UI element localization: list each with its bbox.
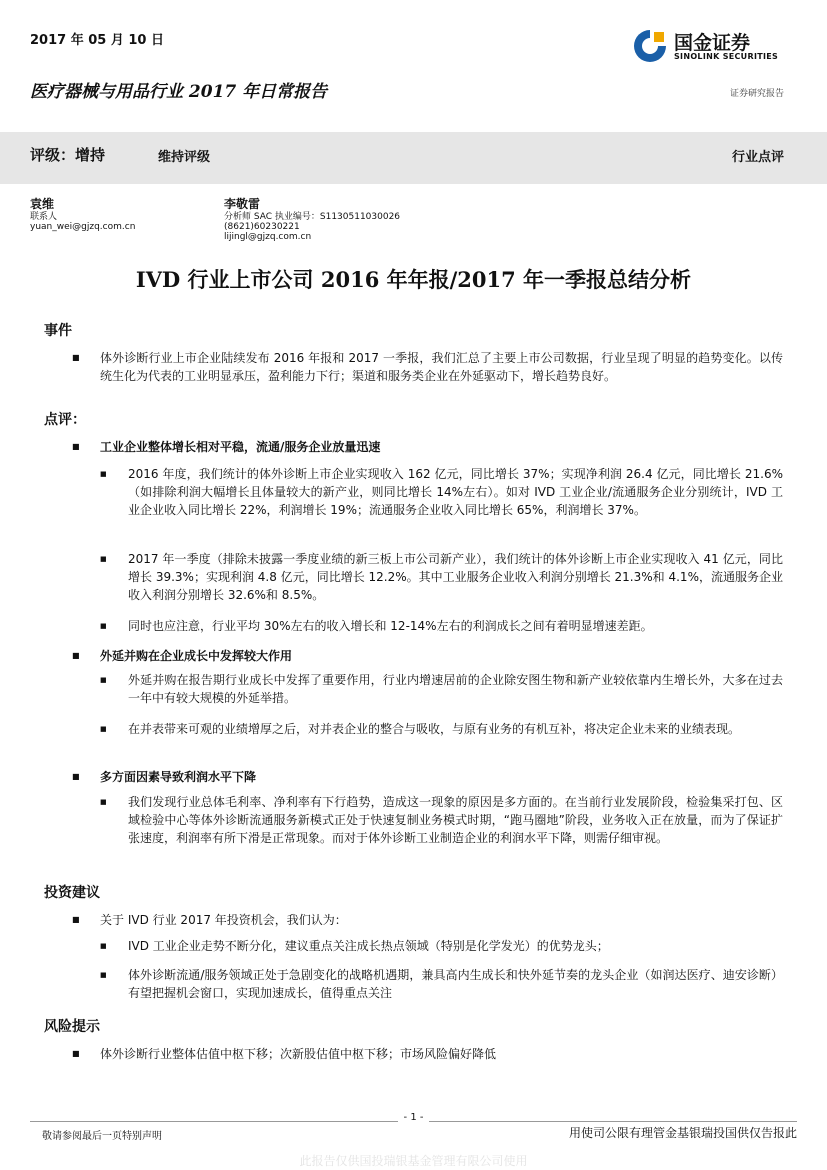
comment-item: ■ 外延并购在报告期行业成长中发挥了重要作用，行业内增速居前的企业除安图生物和新产业较依靠内生增长外，大多在过去一年中有较大规模的外延举措。 bbox=[128, 671, 783, 707]
risk-bullet: ■ 体外诊断行业整体估值中枢下移；次新股估值中枢下移；市场风险偏好降低 bbox=[100, 1045, 783, 1063]
analyst-role: 联系人 bbox=[30, 212, 58, 222]
section-heading-comment: 点评： bbox=[44, 412, 86, 428]
invest-item: ■ IVD 工业企业走势不断分化，建议重点关注成长热点领域（特别是化学发光）的优势龙头； bbox=[128, 937, 783, 955]
event-bullet: ■ 体外诊断行业上市企业陆续发布 2016 年报和 2017 一季报，我们汇总了主要上市公司数据，行业呈现了明显的趋势变化。以传统生化为代表的工业明显承压，盈利能力下行；渠道和服务类企业在外延驱动下，增长趋势良好。 bbox=[100, 349, 783, 385]
sinolink-logo bbox=[632, 26, 792, 66]
comment-item: ■ 2016 年度，我们统计的体外诊断上市企业实现收入 162 亿元，同比增长 37%；实现净利润 26.4 亿元，同比增长 21.6%（如排除利润大幅增长且体量较大的新产业，则同比增长 14%左右）。如对 IVD 工业企业/流通服务企业分别统计，IVD 工业企业收入同比增长 22%，利润增长 19%；流通服务企业收入同比增长 65%，利润增长 37%。 bbox=[128, 465, 783, 519]
section-heading-risk: 风险提示 bbox=[44, 1019, 100, 1035]
comment-item: ■ 2017 年一季度（排除未披露一季度业绩的新三板上市公司新产业），我们统计的体外诊断上市企业实现收入 41 亿元，同比增长 39.3%；实现利润 4.8 亿元，同比增长 12.2%。其中工业服务企业收入利润分别增长 21.3%和 4.1%，流通服务企业收入利润分别增长 32.6%和 8.5%。 bbox=[128, 550, 783, 604]
rating-bar bbox=[0, 132, 827, 184]
analyst-card bbox=[224, 196, 400, 242]
footer-disclaimer: 敬请参阅最后一页特别声明 bbox=[42, 1131, 162, 1142]
analyst-name: 袁维 bbox=[30, 197, 55, 211]
report-series-title: 医疗器械与用品行业 2017 年日常报告 bbox=[30, 82, 328, 102]
report-main-title: IVD 行业上市公司 2016 年年报/2017 年一季报总结分析 bbox=[135, 267, 692, 292]
sinolink-logo-mark-icon bbox=[632, 28, 668, 64]
report-type-label: 证券研究报告 bbox=[729, 89, 784, 99]
comment-item: ■ 我们发现行业总体毛利率、净利率有下行趋势，造成这一现象的原因是多方面的。在当前行业发展阶段，检验集采打包、区域检验中心等体外诊断流通服务新模式正处于快速复制业务模式时期，“跑马圈地”阶段，业务收入正在放量，而为了保证扩张速度，利润率有所下滑是正常现象。而对于体外诊断工业制造企业的利润水平下降，则需仔细审视。 bbox=[128, 793, 783, 847]
rating-label: 评级：增持 bbox=[30, 146, 106, 164]
report-category: 行业点评 bbox=[731, 150, 784, 165]
invest-bullet: ■ 关于 IVD 行业 2017 年投资机会，我们认为： bbox=[100, 911, 783, 929]
comment-item: ■ 同时也应注意，行业平均 30%左右的收入增长和 12-14%左右的利润成长之间有着明显增速差距。 bbox=[128, 617, 783, 635]
analyst-phone: (8621)60230221 bbox=[224, 222, 300, 232]
footer-watermark: 此报告仅供国投瑞银基金管理有限公司使用 bbox=[299, 1154, 528, 1168]
section-heading-event: 事件 bbox=[44, 323, 72, 339]
analyst-license: 分析师 SAC 执业编号：S1130511030026 bbox=[224, 212, 401, 222]
logo-english-name: SINOLINK SECURITIES bbox=[674, 52, 779, 61]
comment-item: ■ 在并表带来可观的业绩增厚之后，对并表企业的整合与吸收，与原有业务的有机互补，将决定企业未来的业绩表现。 bbox=[128, 720, 783, 738]
analyst-name: 李敬雷 bbox=[224, 197, 261, 211]
section-heading-invest: 投资建议 bbox=[44, 885, 100, 901]
comment-group-title: ■ 工业企业整体增长相对平稳，流通/服务企业放量迅速 bbox=[100, 438, 783, 456]
analyst-email[interactable]: lijingl@gjzq.com.cn bbox=[224, 232, 312, 242]
analyst-email[interactable]: yuan_wei@gjzq.com.cn bbox=[30, 222, 136, 232]
analyst-card bbox=[30, 196, 135, 232]
footer-usage-notice: 用使司公限有理管金基银瑞投国供仅告报此 bbox=[568, 1126, 797, 1140]
logo-chinese-name: 国金证券 bbox=[674, 32, 751, 54]
page-number: - 1 - bbox=[0, 1112, 827, 1123]
comment-group-title: ■ 多方面因素导致利润水平下降 bbox=[100, 768, 783, 786]
rating-sub-label: 维持评级 bbox=[158, 150, 211, 165]
invest-item: ■ 体外诊断流通/服务领域正处于急剧变化的战略机遇期，兼具高内生成长和快外延节奏的龙头企业（如润达医疗、迪安诊断）有望把握机会窗口，实现加速成长，值得重点关注 bbox=[128, 966, 783, 1002]
report-date: 2017 年 05 月 10 日 bbox=[30, 33, 164, 48]
comment-group-title: ■ 外延并购在企业成长中发挥较大作用 bbox=[100, 647, 783, 665]
